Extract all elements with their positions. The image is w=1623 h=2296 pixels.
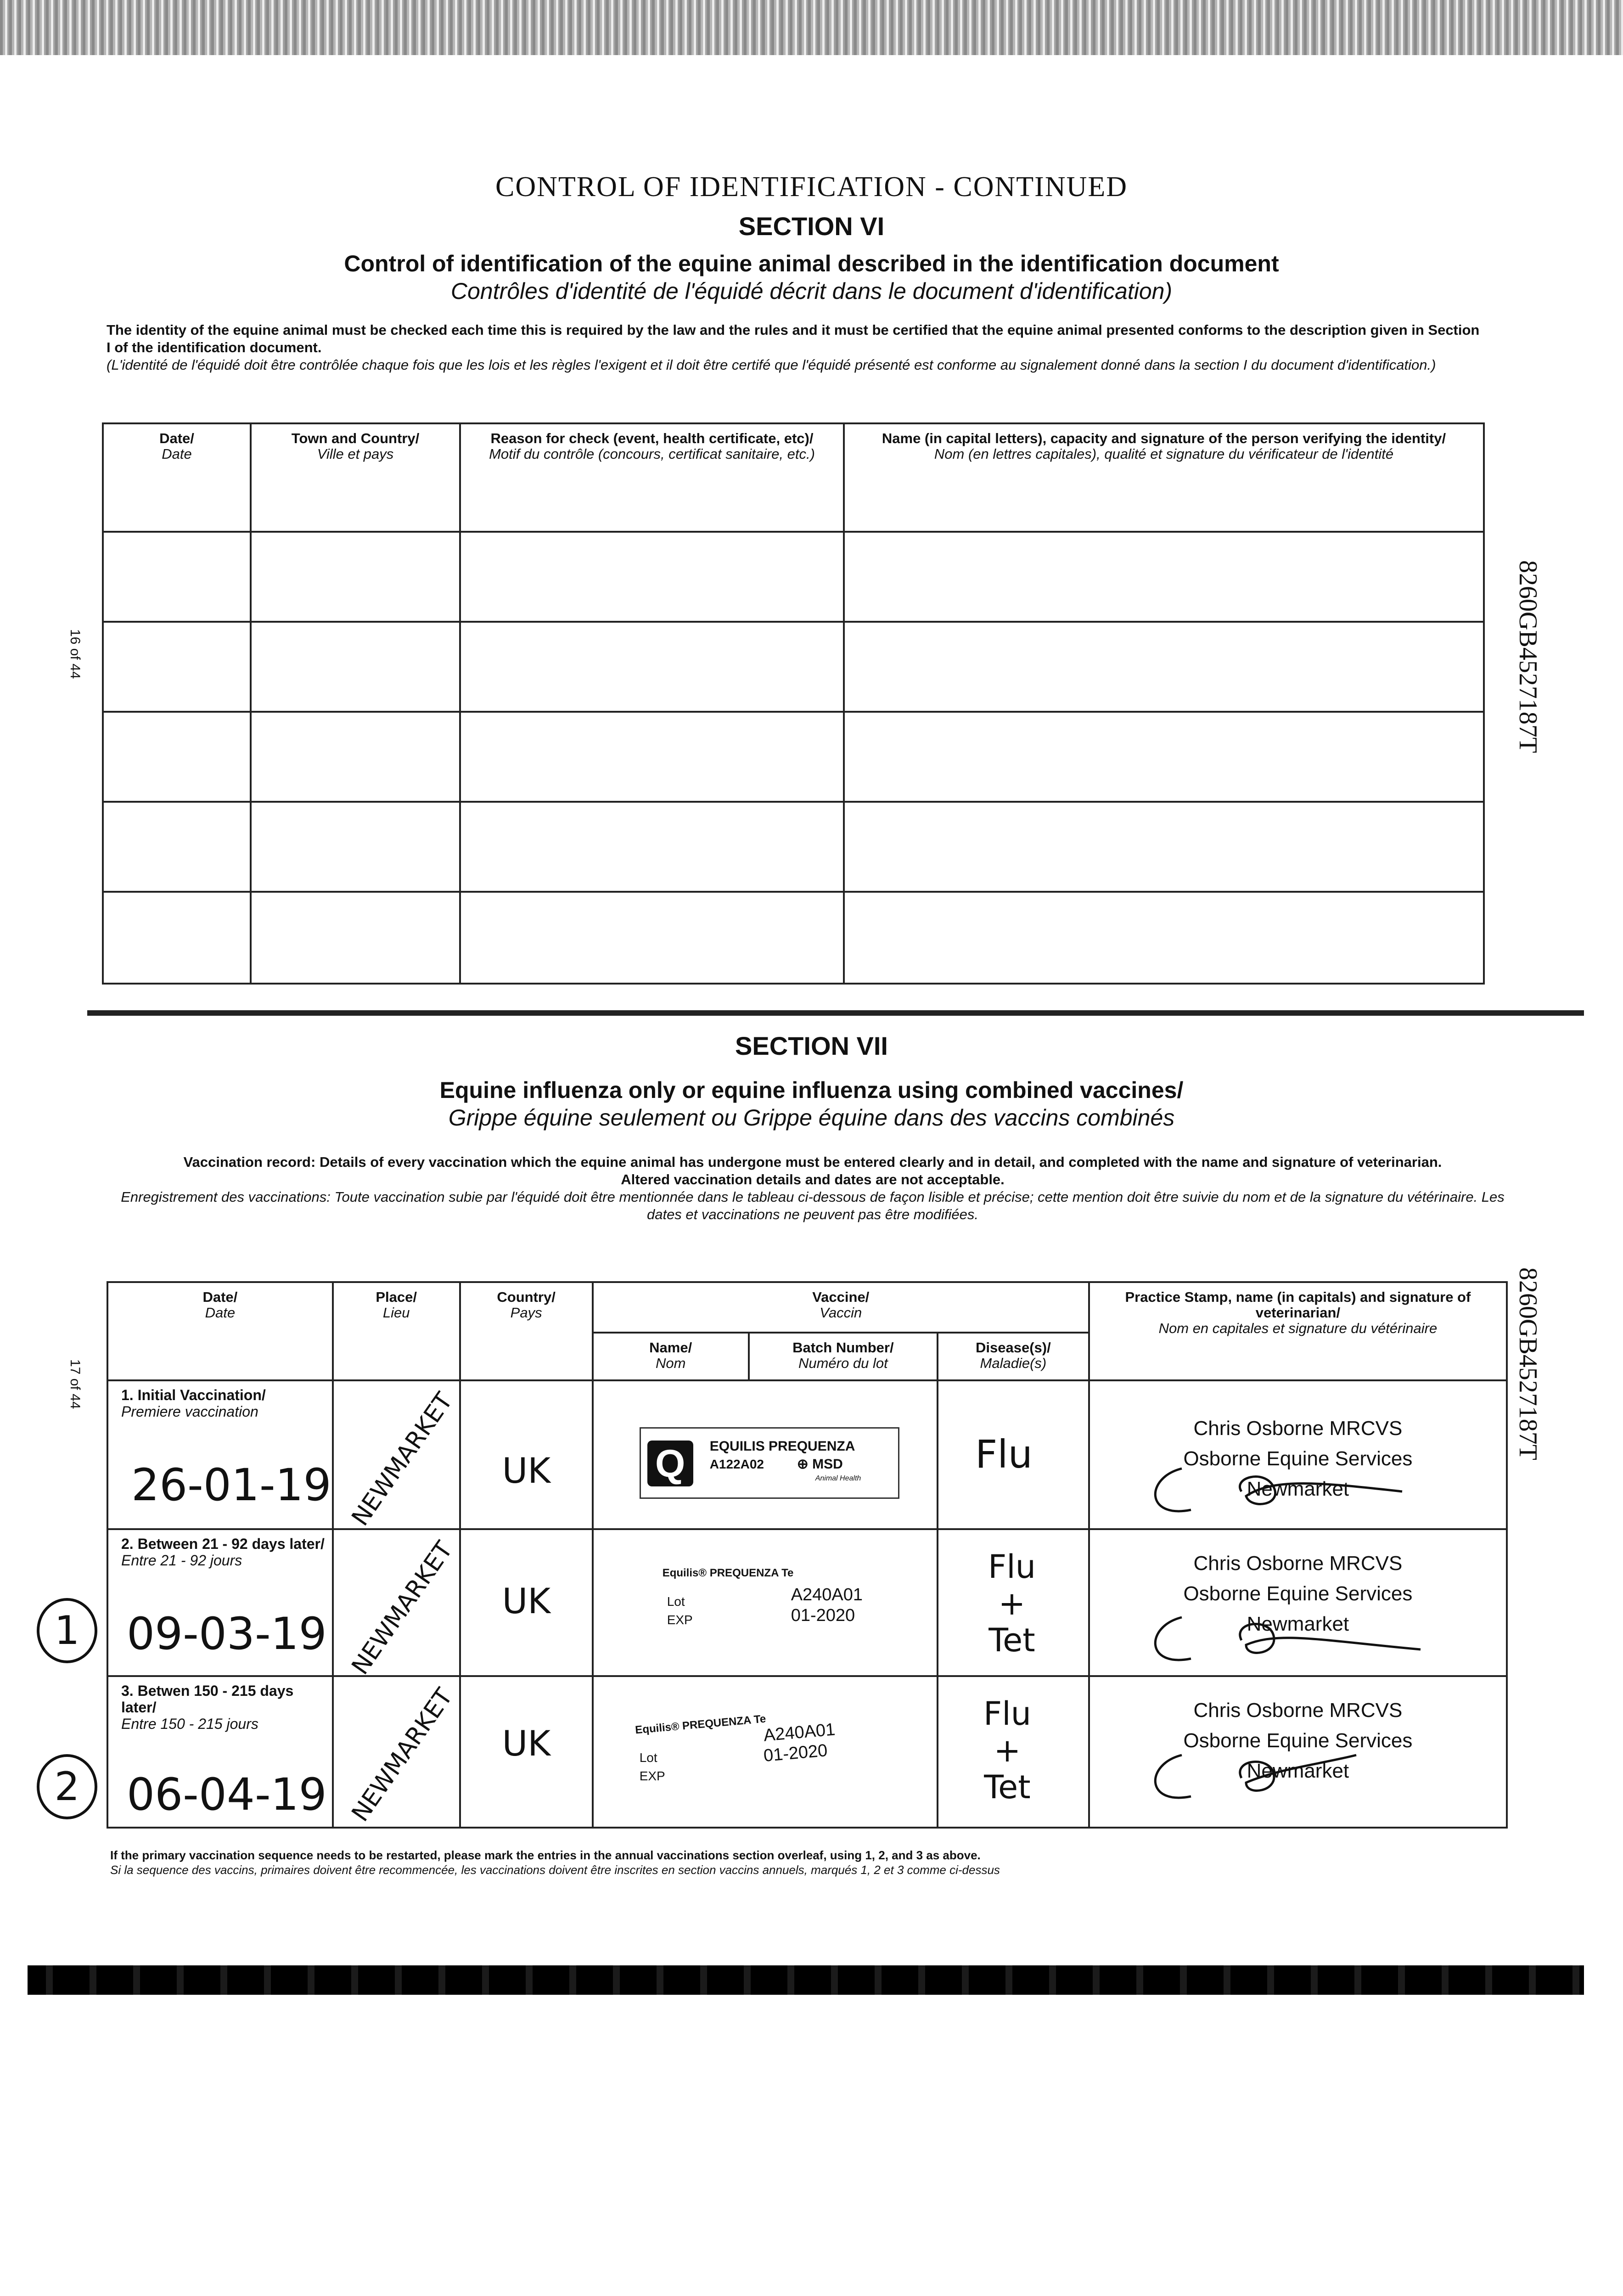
- table-row: [103, 712, 1484, 802]
- vaccination-row-2: [107, 1529, 1507, 1676]
- margin-circle-2: 2: [37, 1754, 97, 1819]
- row3-vet-practice: Osborne Equine Services: [1183, 1729, 1413, 1752]
- cell[interactable]: [844, 532, 1484, 622]
- table-row: [103, 892, 1484, 984]
- vaccination-row-3: [107, 1676, 1507, 1828]
- col-vaccine-name-en: Name/: [649, 1339, 692, 1356]
- col-verifier: [844, 423, 1484, 532]
- row1-vaccine-cell[interactable]: [593, 1380, 938, 1529]
- row1-date: 26-01-19: [131, 1459, 331, 1511]
- section7-para-fr-lead: Enregistrement des vaccinations:: [121, 1189, 331, 1205]
- row2-signature: [1127, 1599, 1448, 1677]
- cell[interactable]: [103, 622, 251, 712]
- cell[interactable]: [844, 712, 1484, 802]
- row1-vet-town: Newmarket: [1247, 1478, 1349, 1500]
- col-batch: [749, 1333, 938, 1380]
- scan-dark-band: [28, 1965, 1584, 1995]
- continued-title: CONTROL OF IDENTIFICATION - CONTINUED: [495, 171, 1128, 203]
- row1-vet-name: Chris Osborne MRCVS: [1193, 1417, 1403, 1440]
- row2-disease: Flu + Tet: [988, 1548, 1036, 1659]
- col-verifier-fr: Nom (en lettres capitales), qualité et signature du vérificateur de l'identité: [934, 446, 1394, 462]
- row2-disease-cell[interactable]: [938, 1529, 1089, 1676]
- col-country: [460, 1282, 593, 1380]
- page-number-lower: 17 of 44: [67, 1359, 83, 1409]
- section7-para-en-lead: Vaccination record:: [183, 1154, 316, 1170]
- row2-vet-name: Chris Osborne MRCVS: [1193, 1552, 1403, 1575]
- col-batch-fr: Numéro du lot: [798, 1355, 888, 1371]
- cell[interactable]: [460, 892, 844, 984]
- cell[interactable]: [460, 622, 844, 712]
- row3-vet-town: Newmarket: [1247, 1760, 1349, 1782]
- side-id-upper: 8260GB4527187T: [1514, 560, 1542, 753]
- section6-paragraph: [107, 321, 1484, 374]
- row2-vet-town: Newmarket: [1247, 1613, 1349, 1635]
- cell[interactable]: [103, 802, 251, 892]
- col-date-fr: Date: [162, 446, 192, 462]
- col-place-en: Place/: [376, 1289, 417, 1305]
- row1-disease: Flu: [975, 1432, 1033, 1477]
- cell[interactable]: [251, 532, 460, 622]
- cell[interactable]: [251, 622, 460, 712]
- row2-stamp-cell[interactable]: [1089, 1529, 1507, 1676]
- row2-vaccine-lot: A240A01: [791, 1585, 863, 1604]
- row2-label-fr: Entre 21 - 92 jours: [121, 1552, 242, 1569]
- row1-vaccine-brand-text: MSD: [812, 1457, 843, 1472]
- section7-title: SECTION VII: [735, 1031, 888, 1060]
- row1-vaccine-brand: ⊕ MSD: [797, 1457, 843, 1472]
- col-disease-fr: Maladie(s): [980, 1355, 1047, 1371]
- page-number-upper: 16 of 44: [67, 629, 83, 679]
- col-vaccine-name-fr: Nom: [655, 1355, 686, 1371]
- row2-place: NEWMARKET: [346, 1536, 458, 1680]
- row2-country-cell[interactable]: [460, 1529, 593, 1676]
- cell[interactable]: [844, 622, 1484, 712]
- col-disease: [938, 1333, 1089, 1380]
- cell[interactable]: [251, 712, 460, 802]
- row2-date: 09-03-19: [127, 1608, 327, 1660]
- row3-place: NEWMARKET: [346, 1683, 458, 1827]
- row3-country: UK: [502, 1723, 551, 1764]
- row1-stamp-cell[interactable]: [1089, 1380, 1507, 1529]
- col-verifier-en: Name (in capital letters), capacity and signature of the person verifying the identity/: [882, 430, 1446, 446]
- row3-vaccine-product: Equilis® PREQUENZA Te: [635, 1712, 766, 1737]
- col-vaccine: [593, 1282, 1089, 1333]
- col-vaccine-en: Vaccine/: [812, 1289, 870, 1305]
- row1-label-fr: Premiere vaccination: [121, 1403, 258, 1420]
- cell[interactable]: [844, 802, 1484, 892]
- row3-vaccine-exp-label: EXP: [639, 1769, 665, 1783]
- page-fold-line: [87, 1010, 1584, 1016]
- margin-circle-1: 1: [37, 1598, 97, 1663]
- row1-place: NEWMARKET: [346, 1388, 458, 1531]
- col-reason-en: Reason for check (event, health certificate, etc)/: [490, 430, 814, 446]
- vaccination-row-1: [107, 1380, 1507, 1529]
- section7-subtitle-en: Equine influenza only or equine influenza using combined vaccines/: [439, 1077, 1184, 1103]
- row3-vaccine-cell[interactable]: [593, 1676, 938, 1828]
- section7-para-en: Details of every vaccination which the equine animal has undergone must be entered clearly and in detail, and completed with the name and signature of veterinarian.: [319, 1154, 1442, 1170]
- section7-footnote: [110, 1848, 1511, 1877]
- row3-vaccine-lot: A240A01: [763, 1720, 836, 1745]
- section7-paragraph: [115, 1154, 1511, 1223]
- row3-country-cell[interactable]: [460, 1676, 593, 1828]
- table-row: [103, 802, 1484, 892]
- col-reason-fr: Motif du contrôle (concours, certificat sanitaire, etc.): [489, 446, 815, 462]
- row2-vaccine-exp-label: EXP: [667, 1613, 693, 1627]
- section6-para-en: The identity of the equine animal must be checked each time this is required by the law and the rules and it must be certified that the equine animal presented conforms to the description given in Section I of the identification document.: [107, 322, 1480, 355]
- col-town-fr: Ville et pays: [317, 446, 394, 462]
- row2-country: UK: [502, 1581, 551, 1621]
- row1-vaccine-label: [640, 1427, 899, 1499]
- col-town-en: Town and Country/: [291, 430, 420, 446]
- row1-country: UK: [502, 1450, 551, 1491]
- identification-check-table: [102, 422, 1485, 985]
- col-reason: [460, 423, 844, 532]
- cell[interactable]: [251, 802, 460, 892]
- row3-stamp-cell[interactable]: [1089, 1676, 1507, 1828]
- cell[interactable]: [251, 892, 460, 984]
- col-place: [333, 1282, 460, 1380]
- row1-place-cell[interactable]: [333, 1380, 460, 1529]
- row2-vaccine-exp: 01-2020: [791, 1606, 855, 1625]
- table-row: [103, 622, 1484, 712]
- col-stamp-en: Practice Stamp, name (in capitals) and signature of veterinarian/: [1125, 1289, 1471, 1321]
- cell[interactable]: [103, 532, 251, 622]
- footnote-en: If the primary vaccination sequence needs to be restarted, please mark the entries in the annual vaccinations section overleaf, using 1, 2, and 3 as above.: [110, 1848, 981, 1862]
- row3-vet-name: Chris Osborne MRCVS: [1193, 1699, 1403, 1722]
- row3-place-cell[interactable]: [333, 1676, 460, 1828]
- col-country-fr: Pays: [510, 1305, 542, 1321]
- cell[interactable]: [103, 712, 251, 802]
- row2-vaccine-lot-label: Lot: [667, 1594, 685, 1609]
- row3-label-fr: Entre 150 - 215 jours: [121, 1716, 258, 1732]
- side-id-lower: 8260GB4527187T: [1514, 1267, 1542, 1460]
- row3-vaccine-lot-label: Lot: [639, 1750, 657, 1765]
- row1-label-en: 1. Initial Vaccination/: [121, 1387, 266, 1403]
- row3-date: 06-04-19: [127, 1769, 327, 1820]
- col-town: [251, 423, 460, 532]
- row3-date-cell[interactable]: [107, 1676, 333, 1828]
- row1-vet-practice: Osborne Equine Services: [1183, 1447, 1413, 1470]
- row1-vaccine-brand-sub: Animal Health: [815, 1474, 861, 1482]
- cell[interactable]: [103, 892, 251, 984]
- section6-para-fr: (L'identité de l'équidé doit être contrôlée chaque fois que les lois et les règles l'exigent et il doit être certifé que l'équidé présenté est conforme au signalement donné dans la section I du document d'identification.): [107, 357, 1436, 373]
- row1-disease-cell[interactable]: [938, 1380, 1089, 1529]
- col-batch-en: Batch Number/: [792, 1339, 894, 1356]
- col-vacc-date: [107, 1282, 333, 1380]
- section6-subtitle-en: Control of identification of the equine animal described in the identification document: [344, 251, 1279, 276]
- row1-vaccine-batch: A122A02: [709, 1457, 764, 1471]
- cell[interactable]: [844, 892, 1484, 984]
- cell[interactable]: [460, 802, 844, 892]
- row2-vaccine-product: Equilis® PREQUENZA Te: [662, 1567, 794, 1579]
- vaccine-logo-icon: Q: [647, 1441, 693, 1486]
- col-stamp-fr: Nom en capitales et signature du vétérinaire: [1158, 1320, 1438, 1336]
- col-place-fr: Lieu: [382, 1305, 410, 1321]
- col-vacc-date-en: Date/: [202, 1289, 238, 1305]
- row3-signature: [1127, 1737, 1448, 1815]
- row3-label-en: 3. Betwen 150 - 215 days later/: [121, 1683, 294, 1716]
- cell[interactable]: [460, 712, 844, 802]
- table-row: [103, 532, 1484, 622]
- row3-disease-cell[interactable]: [938, 1676, 1089, 1828]
- col-vaccine-fr: Vaccin: [820, 1305, 862, 1321]
- row3-vaccine-exp: 01-2020: [763, 1741, 828, 1766]
- row2-label-en: 2. Between 21 - 92 days later/: [121, 1536, 325, 1552]
- col-vacc-date-fr: Date: [205, 1305, 236, 1321]
- col-disease-en: Disease(s)/: [976, 1339, 1051, 1356]
- row1-country-cell[interactable]: [460, 1380, 593, 1529]
- vaccination-table: [107, 1281, 1508, 1829]
- col-vaccine-name: [593, 1333, 749, 1380]
- row2-vet-practice: Osborne Equine Services: [1183, 1582, 1413, 1605]
- section6-subtitle-fr: Contrôles d'identité de l'équidé décrit dans le document d'identification): [450, 278, 1173, 304]
- row2-date-cell[interactable]: [107, 1529, 333, 1676]
- row2-place-cell[interactable]: [333, 1529, 460, 1680]
- row1-vaccine-product: EQUILIS PREQUENZA: [709, 1439, 855, 1454]
- section6-title: SECTION VI: [738, 212, 885, 241]
- col-stamp: [1089, 1282, 1507, 1380]
- row1-date-cell[interactable]: [107, 1380, 333, 1529]
- section7-para-fr: Toute vaccination subie par l'équidé doit être mentionnée dans le tableau ci-dessous de façon lisible et précise; cette mention doit être suivie du nom et de la signature du vétérinaire. Les dates et vaccinations ne peuvent pas être modifiées.: [334, 1189, 1505, 1222]
- col-date: [103, 423, 251, 532]
- scan-noise-top: [0, 0, 1623, 55]
- section7-subtitle-fr: Grippe équine seulement ou Grippe équine dans des vaccins combinés: [448, 1105, 1175, 1131]
- row3-disease: Flu + Tet: [983, 1695, 1032, 1806]
- row2-vaccine-cell[interactable]: [593, 1529, 938, 1676]
- col-country-en: Country/: [497, 1289, 556, 1305]
- col-date-en: Date/: [159, 430, 194, 446]
- row1-signature: [1127, 1450, 1448, 1528]
- footnote-fr: Si la sequence des vaccins, primaires doivent être recommencée, les vaccinations doivent être inscrites en section vaccins annuels, marqués 1, 2 et 3 comme ci-dessus: [110, 1863, 1000, 1877]
- cell[interactable]: [460, 532, 844, 622]
- section7-para-en2: Altered vaccination details and dates are not acceptable.: [621, 1171, 1005, 1187]
